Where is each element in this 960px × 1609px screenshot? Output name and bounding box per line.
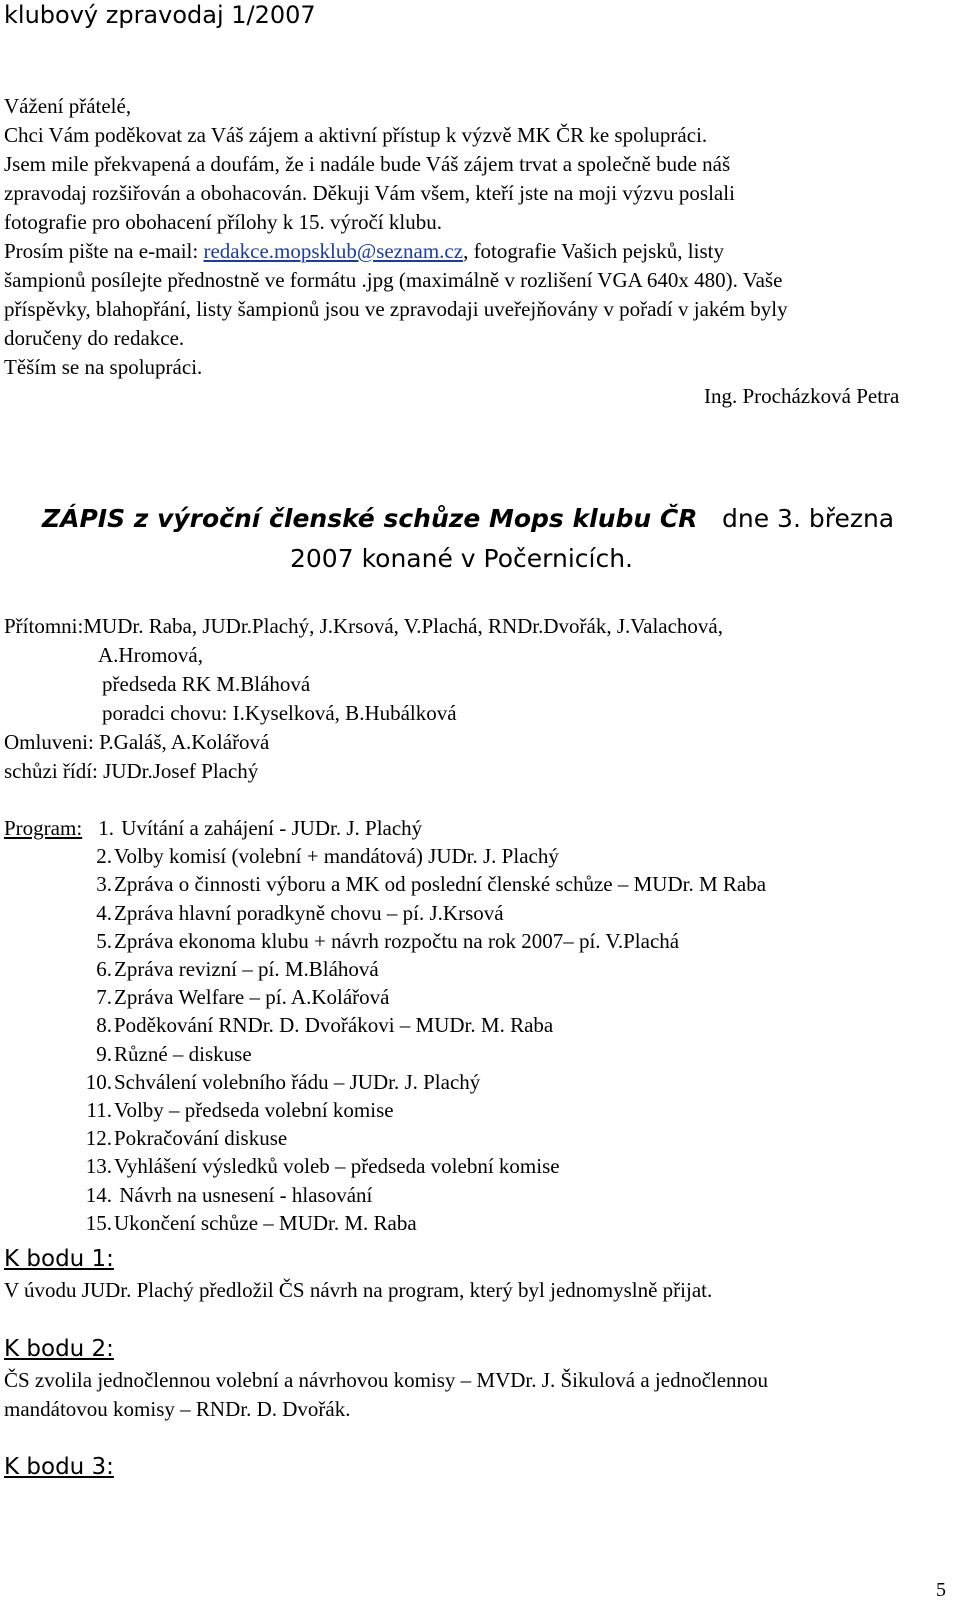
program-item-number: 1. xyxy=(98,816,114,840)
email-suffix: , fotografie Vašich pejsků, listy xyxy=(463,239,724,263)
program-item-number: 5. xyxy=(96,929,112,953)
program-item-text: Různé – diskuse xyxy=(114,1042,252,1066)
present-names: MUDr. Raba, JUDr.Plachý, J.Krsová, V.Plachá, RNDr.Dvořák, J.Valachová, xyxy=(83,614,723,638)
program-item-number: 2. xyxy=(96,844,112,868)
program-item xyxy=(82,814,422,843)
program-item xyxy=(80,899,504,928)
program-item-number: 11. xyxy=(86,1098,112,1122)
letter-line: příspěvky, blahopřání, listy šampionů jsou ve zpravodaji uveřejňovány v pořadí v jakém byly xyxy=(4,297,788,321)
program-item-text: Pokračování diskuse xyxy=(114,1126,288,1150)
letter-line: Jsem mile překvapená a doufám, že i nadále bude Váš zájem trvat a společně bude náš xyxy=(4,152,731,176)
program-item-text: Návrh na usnesení - hlasování xyxy=(114,1183,373,1207)
attendance-chaired-by: schůzi řídí: JUDr.Josef Plachý xyxy=(4,759,259,783)
program-item-text: Zpráva ekonoma klubu + návrh rozpočtu na rok 2007– pí. V.Plachá xyxy=(114,929,680,953)
program-item xyxy=(80,1011,553,1040)
program-item-text: Volby komisí (volební + mandátová) JUDr. J. Plachý xyxy=(114,844,559,868)
letter-signature: Ing. Procházková Petra xyxy=(704,384,900,408)
minutes-heading-place: 2007 konané v Počernicích. xyxy=(290,544,633,573)
point-2-text: ČS zvolila jednočlennou volební a návrhovou komisy – MVDr. J. Šikulová a jednočlennou xyxy=(4,1368,769,1392)
minutes-heading-main: ZÁPIS z výroční členské schůze Mops klubu ČR xyxy=(42,504,698,533)
program-item-text: Uvítání a zahájení - JUDr. J. Plachý xyxy=(116,816,423,840)
program-item xyxy=(80,983,389,1012)
point-3-title: K bodu 3: xyxy=(4,1454,114,1480)
email-link[interactable]: redakce.mopsklub@seznam.cz xyxy=(203,239,464,263)
program-item xyxy=(80,1181,372,1210)
attendance-excused: Omluveni: P.Galáš, A.Kolářová xyxy=(4,730,270,754)
program-item xyxy=(80,1124,287,1153)
program-item-text: Volby – předseda volební komise xyxy=(114,1098,394,1122)
program-item-text: Zpráva o činnosti výboru a MK od poslední členské schůze – MUDr. M Raba xyxy=(114,872,767,896)
letter-email-line xyxy=(4,237,724,266)
program-item-number: 6. xyxy=(96,957,112,981)
program-item-number: 8. xyxy=(96,1013,112,1037)
letter-line: Chci Vám poděkovat za Váš zájem a aktivní přístup k výzvě MK ČR ke spolupráci. xyxy=(4,123,708,147)
program-item-text: Poděkování RNDr. D. Dvořákovi – MUDr. M. Raba xyxy=(114,1013,554,1037)
present-label: Přítomni: xyxy=(4,614,84,638)
newsletter-header: klubový zpravodaj 1/2007 xyxy=(4,1,316,29)
email-prefix: Prosím pište na e-mail: xyxy=(4,239,204,263)
attendance-chair: předseda RK M.Bláhová xyxy=(102,672,311,696)
point-1-title: K bodu 1: xyxy=(4,1246,114,1272)
program-item-text: Zpráva hlavní poradkyně chovu – pí. J.Krsová xyxy=(114,901,504,925)
program-item-number: 4. xyxy=(96,901,112,925)
program-item xyxy=(80,1152,560,1181)
attendance-advisors: poradci chovu: I.Kyselková, B.Hubálková xyxy=(102,701,457,725)
program-item-number: 7. xyxy=(96,985,112,1009)
program-label: Program: xyxy=(4,816,83,840)
program-item-text: Vyhlášení výsledků voleb – předseda volební komise xyxy=(114,1154,560,1178)
point-1-text: V úvodu JUDr. Plachý předložil ČS návrh na program, který byl jednomyslně přijat. xyxy=(4,1278,713,1302)
program-item-number: 15. xyxy=(85,1211,112,1235)
program-item xyxy=(80,842,559,871)
program-item xyxy=(80,870,766,899)
letter-line: fotografie pro obohacení přílohy k 15. výročí klubu. xyxy=(4,210,442,234)
program-item xyxy=(80,1068,480,1097)
program-item xyxy=(80,1096,394,1125)
letter-line: šampionů posílejte přednostně ve formátu .jpg (maximálně v rozlišení VGA 640x 480). Vaše xyxy=(4,268,783,292)
program-item-number: 3. xyxy=(96,872,112,896)
program-item-number: 13. xyxy=(85,1154,112,1178)
program-item xyxy=(80,955,379,984)
page-number: 5 xyxy=(936,1579,946,1601)
letter-greeting: Vážení přátelé, xyxy=(4,94,132,118)
program-item-text: Zpráva Welfare – pí. A.Kolářová xyxy=(114,985,390,1009)
program-item-text: Ukončení schůze – MUDr. M. Raba xyxy=(114,1211,417,1235)
letter-line: zpravodaj rozšiřován a obohacován. Děkuji Vám všem, kteří jste na moji výzvu poslali xyxy=(4,181,735,205)
program-item xyxy=(80,1040,252,1069)
letter-line: doručeny do redakce. xyxy=(4,326,185,350)
program-item-number: 9. xyxy=(96,1042,112,1066)
program-item-number: 12. xyxy=(85,1126,112,1150)
point-2-title: K bodu 2: xyxy=(4,1336,114,1362)
attendance-present xyxy=(4,612,723,641)
letter-line: Těším se na spolupráci. xyxy=(4,355,203,379)
program-item-number: 14. xyxy=(85,1183,112,1207)
program-item-number: 10. xyxy=(85,1070,112,1094)
program-item xyxy=(80,1209,417,1238)
program-item xyxy=(80,927,679,956)
attendance-present-cont: A.Hromová, xyxy=(98,643,203,667)
point-2-text: mandátovou komisy – RNDr. D. Dvořák. xyxy=(4,1397,351,1421)
program-item-text: Zpráva revizní – pí. M.Bláhová xyxy=(114,957,379,981)
program-item-text: Schválení volebního řádu – JUDr. J. Plachý xyxy=(114,1070,481,1094)
minutes-heading-date: dne 3. března xyxy=(722,504,895,533)
